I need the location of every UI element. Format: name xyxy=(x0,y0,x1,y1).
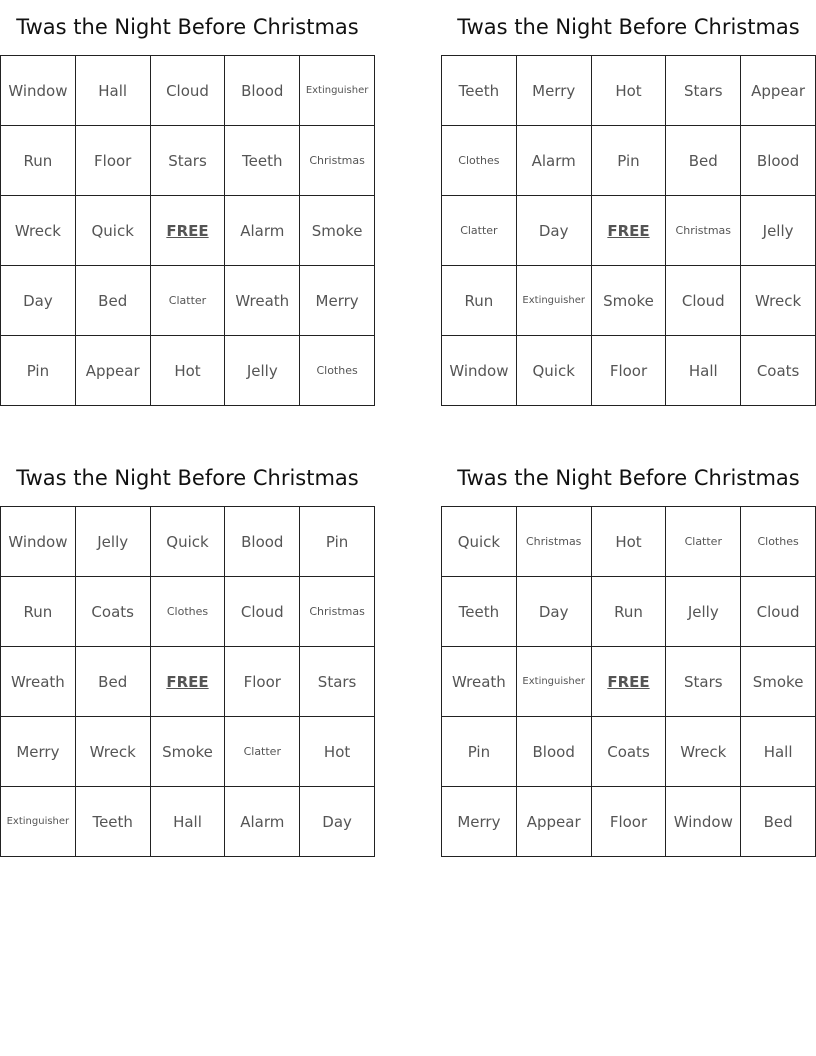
bingo-cell: Wreck xyxy=(741,266,816,336)
bingo-row xyxy=(442,787,816,857)
bingo-row xyxy=(442,577,816,647)
bingo-cell: Appear xyxy=(75,336,150,406)
bingo-cell: Quick xyxy=(150,507,225,577)
bingo-row xyxy=(1,577,375,647)
bingo-cell: Coats xyxy=(75,577,150,647)
bingo-cell: Hot xyxy=(591,507,666,577)
bingo-row xyxy=(1,647,375,717)
bingo-cell: Alarm xyxy=(516,126,591,196)
bingo-cell: Clothes xyxy=(150,577,225,647)
bingo-cell: Appear xyxy=(741,56,816,126)
bingo-row xyxy=(442,126,816,196)
bingo-grid xyxy=(441,506,816,857)
bingo-row xyxy=(1,787,375,857)
bingo-row xyxy=(1,56,375,126)
bingo-cell: Jelly xyxy=(666,577,741,647)
bingo-cell: Blood xyxy=(516,717,591,787)
bingo-cell: Christmas xyxy=(300,126,375,196)
bingo-cell: Hall xyxy=(741,717,816,787)
bingo-cell: Pin xyxy=(591,126,666,196)
bingo-cell: Hall xyxy=(666,336,741,406)
bingo-cell: Teeth xyxy=(442,56,517,126)
bingo-row xyxy=(1,126,375,196)
free-space-cell: FREE xyxy=(591,196,666,266)
bingo-cell: Quick xyxy=(75,196,150,266)
bingo-cell: Christmas xyxy=(666,196,741,266)
bingo-cell: Run xyxy=(442,266,517,336)
bingo-cell: Wreath xyxy=(1,647,76,717)
bingo-cell: Bed xyxy=(75,647,150,717)
bingo-cell: Christmas xyxy=(300,577,375,647)
free-space-cell: FREE xyxy=(591,647,666,717)
bingo-cell: Stars xyxy=(666,647,741,717)
bingo-cell: Merry xyxy=(442,787,517,857)
bingo-cell: Stars xyxy=(300,647,375,717)
bingo-cell: Jelly xyxy=(225,336,300,406)
bingo-row xyxy=(1,336,375,406)
bingo-cell: Window xyxy=(1,56,76,126)
bingo-cell: Hall xyxy=(150,787,225,857)
bingo-cell: Window xyxy=(666,787,741,857)
bingo-cell: Bed xyxy=(75,266,150,336)
bingo-cell: Window xyxy=(442,336,517,406)
bingo-cell: Hot xyxy=(591,56,666,126)
bingo-card-4 xyxy=(441,451,816,857)
bingo-card-3 xyxy=(0,451,375,857)
bingo-cell: Cloud xyxy=(225,577,300,647)
bingo-row xyxy=(442,266,816,336)
bingo-cell: Floor xyxy=(591,336,666,406)
bingo-cell: Smoke xyxy=(150,717,225,787)
bingo-cell: Teeth xyxy=(442,577,517,647)
bingo-cell: Day xyxy=(516,577,591,647)
bingo-cell: Clatter xyxy=(225,717,300,787)
card-title: Twas the Night Before Christmas xyxy=(457,15,800,39)
card-title: Twas the Night Before Christmas xyxy=(457,466,800,490)
bingo-cell: Window xyxy=(1,507,76,577)
bingo-cell: Clatter xyxy=(666,507,741,577)
bingo-cell: Cloud xyxy=(741,577,816,647)
bingo-cell: Extinguisher xyxy=(300,56,375,126)
bingo-cell: Extinguisher xyxy=(516,647,591,717)
bingo-row xyxy=(1,266,375,336)
bingo-cell: Bed xyxy=(666,126,741,196)
bingo-cell: Jelly xyxy=(75,507,150,577)
bingo-cell: Pin xyxy=(1,336,76,406)
bingo-cell: Run xyxy=(1,126,76,196)
bingo-cell: Blood xyxy=(225,507,300,577)
bingo-cell: Pin xyxy=(300,507,375,577)
bingo-cell: Coats xyxy=(741,336,816,406)
bingo-cell: Merry xyxy=(300,266,375,336)
bingo-cell: Day xyxy=(1,266,76,336)
bingo-cell: Wreath xyxy=(225,266,300,336)
bingo-cell: Christmas xyxy=(516,507,591,577)
bingo-cell: Clothes xyxy=(300,336,375,406)
bingo-cell: Merry xyxy=(516,56,591,126)
bingo-card-2 xyxy=(441,0,816,406)
bingo-cell: Merry xyxy=(1,717,76,787)
bingo-cell: Blood xyxy=(225,56,300,126)
bingo-cell: Smoke xyxy=(741,647,816,717)
bingo-cell: Clothes xyxy=(442,126,517,196)
card-title: Twas the Night Before Christmas xyxy=(16,15,359,39)
bingo-cell: Appear xyxy=(516,787,591,857)
bingo-cell: Floor xyxy=(225,647,300,717)
bingo-cell: Clatter xyxy=(150,266,225,336)
bingo-row xyxy=(442,647,816,717)
bingo-cell: Quick xyxy=(516,336,591,406)
bingo-cell: Bed xyxy=(741,787,816,857)
bingo-cell: Alarm xyxy=(225,196,300,266)
bingo-cell: Run xyxy=(1,577,76,647)
bingo-cell: Clatter xyxy=(442,196,517,266)
bingo-cell: Extinguisher xyxy=(1,787,76,857)
bingo-cell: Cloud xyxy=(666,266,741,336)
bingo-cell: Pin xyxy=(442,717,517,787)
bingo-cell: Quick xyxy=(442,507,517,577)
bingo-cell: Wreath xyxy=(442,647,517,717)
bingo-cell: Run xyxy=(591,577,666,647)
bingo-row xyxy=(1,717,375,787)
bingo-cell: Coats xyxy=(591,717,666,787)
free-space-cell: FREE xyxy=(150,647,225,717)
bingo-row xyxy=(1,507,375,577)
bingo-cell: Floor xyxy=(591,787,666,857)
bingo-row xyxy=(442,507,816,577)
bingo-row xyxy=(442,717,816,787)
bingo-grid xyxy=(441,55,816,406)
bingo-cell: Wreck xyxy=(666,717,741,787)
bingo-card-1 xyxy=(0,0,375,406)
bingo-cell: Wreck xyxy=(75,717,150,787)
bingo-cell: Day xyxy=(516,196,591,266)
bingo-row xyxy=(442,196,816,266)
bingo-cell: Teeth xyxy=(225,126,300,196)
bingo-cell: Day xyxy=(300,787,375,857)
free-space-cell: FREE xyxy=(150,196,225,266)
bingo-row xyxy=(1,196,375,266)
bingo-cell: Hot xyxy=(300,717,375,787)
bingo-cell: Cloud xyxy=(150,56,225,126)
bingo-cell: Alarm xyxy=(225,787,300,857)
bingo-cell: Stars xyxy=(150,126,225,196)
bingo-cell: Hot xyxy=(150,336,225,406)
bingo-cell: Blood xyxy=(741,126,816,196)
bingo-grid xyxy=(0,55,375,406)
bingo-cell: Extinguisher xyxy=(516,266,591,336)
bingo-cell: Smoke xyxy=(300,196,375,266)
bingo-cell: Wreck xyxy=(1,196,76,266)
bingo-cell: Smoke xyxy=(591,266,666,336)
bingo-cell: Jelly xyxy=(741,196,816,266)
bingo-row xyxy=(442,336,816,406)
bingo-cell: Clothes xyxy=(741,507,816,577)
bingo-cell: Hall xyxy=(75,56,150,126)
bingo-cell: Floor xyxy=(75,126,150,196)
card-title: Twas the Night Before Christmas xyxy=(16,466,359,490)
bingo-grid xyxy=(0,506,375,857)
bingo-cell: Stars xyxy=(666,56,741,126)
bingo-row xyxy=(442,56,816,126)
bingo-cell: Teeth xyxy=(75,787,150,857)
